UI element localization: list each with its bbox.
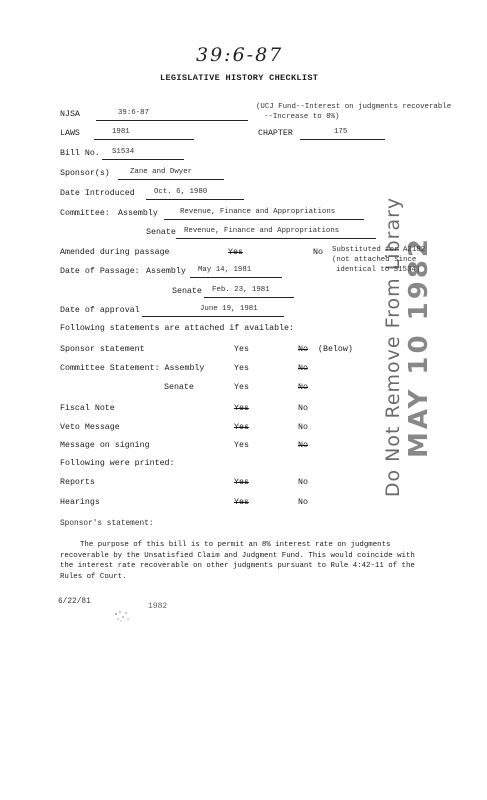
sponsors-value: Zane and Dwyer — [130, 168, 193, 176]
committee-senate-line — [176, 227, 376, 239]
passage-assembly-line — [190, 266, 282, 278]
sponsors-statement-paragraph: The purpose of this bill is to permit an 8% interest rate on judgments recoverable by the Unsatisfied Claim and Judgment Fund. This would coincide with the interest rate recoverable on other judgments pursuant to Rule 4:42-11 of the Rules of Court. — [60, 541, 415, 581]
chapter-label: CHAPTER — [258, 129, 293, 138]
fiscal-note-no: No — [298, 404, 308, 413]
fiscal-note-yes: Yes — [234, 404, 249, 413]
passage-assembly-label: Assembly — [146, 267, 186, 276]
library-stamp — [352, 196, 464, 498]
sponsor-statement-label: Sponsor statement — [60, 345, 145, 354]
sponsor-statement-no: No — [298, 345, 308, 354]
chapter-value: 175 — [334, 128, 348, 136]
sponsors-statement-heading: Sponsor's statement: — [60, 520, 154, 528]
approval-line — [142, 305, 284, 317]
committee-assembly-value: Revenue, Finance and Appropriations — [180, 208, 336, 216]
laws-line — [94, 128, 194, 140]
sponsors-label: Sponsor(s) — [60, 169, 110, 178]
handwritten-statute-number: 39:6-87 — [196, 44, 284, 66]
committee-senate-value: Revenue, Finance and Appropriations — [184, 227, 340, 235]
laws-label: LAWS — [60, 129, 80, 138]
committee-statement-senate-no: No — [298, 383, 308, 392]
sponsor-statement-note: (Below) — [318, 345, 353, 354]
bill-summary-line1: (UCJ Fund--Interest on judgments recoverable — [256, 103, 452, 111]
approval-value: June 19, 1981 — [200, 305, 258, 313]
committee-label: Committee: — [60, 209, 110, 218]
library-stamp-text: Do Not Remove From Library — [382, 196, 404, 498]
reports-yes: Yes — [234, 478, 249, 487]
date-introduced-value: Oct. 6, 1980 — [154, 188, 208, 196]
substituted-line3: identical to S1534) — [336, 266, 421, 274]
committee-statement-senate-yes: Yes — [234, 383, 249, 392]
committee-statement-assembly-no: No — [298, 364, 308, 373]
printed-heading: Following were printed: — [60, 459, 175, 468]
message-on-signing-label: Message on signing — [60, 441, 150, 450]
substituted-line2: (not attached since — [332, 256, 417, 264]
passage-label: Date of Passage: — [60, 267, 140, 276]
committee-assembly-label: Assembly — [118, 209, 158, 218]
reports-no: No — [298, 478, 308, 487]
laws-value: 1981 — [112, 128, 130, 136]
njsa-value: 39:6-87 — [118, 109, 150, 117]
amended-label: Amended during passage — [60, 248, 170, 257]
sponsor-statement-yes: Yes — [234, 345, 249, 354]
hearings-label: Hearings — [60, 498, 100, 507]
date-introduced-line — [146, 188, 244, 200]
hearings-yes: Yes — [234, 498, 249, 507]
committee-statement-assembly-yes: Yes — [234, 364, 249, 373]
njsa-label: NJSA — [60, 110, 80, 119]
committee-statement-senate-label: Senate — [164, 383, 194, 392]
footer-stamp-year: 1982 — [148, 602, 168, 611]
bill-number-line — [102, 148, 184, 160]
passage-assembly-value: May 14, 1981 — [198, 266, 252, 274]
footer-date-code: 6/22/81 — [58, 598, 91, 606]
amended-no: No — [313, 248, 323, 257]
committee-senate-label: Senate — [146, 228, 176, 237]
statements-heading: Following statements are attached if available: — [60, 324, 295, 333]
veto-message-no: No — [298, 423, 308, 432]
amended-yes: Yes — [228, 248, 243, 257]
veto-message-label: Veto Message — [60, 423, 120, 432]
approval-label: Date of approval — [60, 306, 140, 315]
committee-assembly-line — [164, 208, 364, 220]
library-stamp-date: MAY 10 1982 — [404, 236, 434, 458]
page-title: LEGISLATIVE HISTORY CHECKLIST — [160, 73, 319, 83]
reports-label: Reports — [60, 478, 95, 487]
bill-summary-line2: --Increase to 8%) — [264, 113, 340, 121]
date-introduced-label: Date Introduced — [60, 189, 135, 198]
footer-smudge — [112, 608, 132, 624]
message-on-signing-yes: Yes — [234, 441, 249, 450]
message-on-signing-no: No — [298, 441, 308, 450]
passage-senate-value: Feb. 23, 1981 — [212, 286, 270, 294]
sponsors-line — [118, 168, 224, 180]
hearings-no: No — [298, 498, 308, 507]
passage-senate-line — [204, 286, 294, 298]
veto-message-yes: Yes — [234, 423, 249, 432]
bill-number-value: S1534 — [112, 148, 135, 156]
bill-number-label: Bill No. — [60, 149, 100, 158]
njsa-line — [96, 109, 248, 121]
chapter-line — [300, 128, 385, 140]
passage-senate-label: Senate — [172, 287, 202, 296]
fiscal-note-label: Fiscal Note — [60, 404, 115, 413]
substituted-line1: Substituted for A2182 — [332, 246, 426, 254]
committee-statement-assembly-label: Committee Statement: Assembly — [60, 364, 205, 373]
